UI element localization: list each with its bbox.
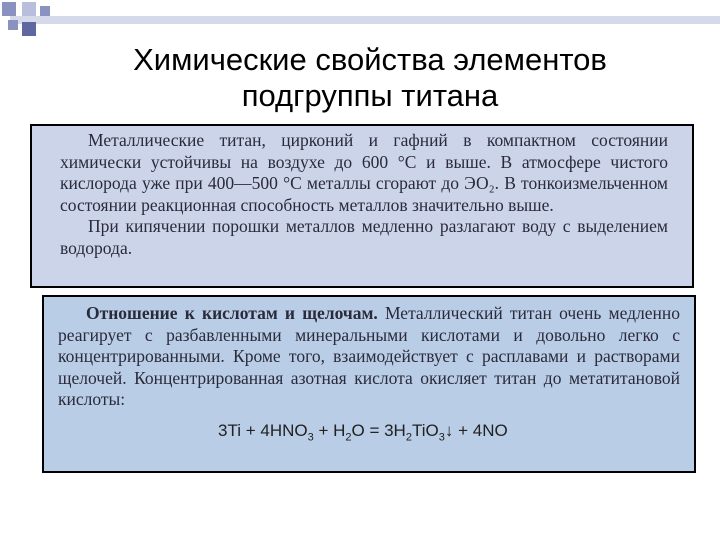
eq-sub: 3 [307,430,314,443]
eq-part: TiO [411,420,439,440]
eq-part: 3Ti + 4HNO [218,420,308,440]
reaction-equation [58,421,680,443]
acids-lead: Отношение к кислотам и щелочам. [86,303,378,323]
eq-part: ↓ + 4NO [444,420,508,440]
slide-title-line1: Химические свойства элементов [133,42,607,77]
acids-paragraph [58,303,680,411]
slide-title-line2: подгруппы титана [241,78,499,113]
decorative-header [0,0,720,40]
eq-part: + H [313,420,346,440]
properties-box [30,124,694,288]
acids-box [42,295,696,473]
eq-sub: 2 [345,430,352,443]
eq-sub: 3 [438,430,445,443]
deco-square [8,20,18,30]
acids-text: Металлический титан очень медленно реагирует с разбавленными минеральными кислотами и довольно легко с концентрированными. Кроме того, взаимодействует с расплавами и растворами щелочей. Концентрированная азотная кислота окисляет титан до метатитановой кислоты: [58,303,680,409]
eq-sub: 2 [405,430,412,443]
deco-square [2,2,16,16]
deco-square [22,22,36,36]
eq-part: O = 3H [351,420,406,440]
deco-square [40,6,50,16]
properties-paragraph-2: При кипячении порошки металлов медленно разлагают воду с выделением водорода. [60,216,668,258]
deco-square [22,2,36,16]
header-stripe [10,16,720,24]
slide-title [60,42,680,114]
properties-paragraph-1: Металлические титан, цирконий и гафний в компактном состоянии химически устойчивы на воздухе до 600 °С и выше. В атмосфере чистого кислорода уже при 400—500 °С металлы сгорают до ЭО₂. В тонкоизмельченном состоянии реакционная способность металлов значительно выше. [60,130,668,215]
